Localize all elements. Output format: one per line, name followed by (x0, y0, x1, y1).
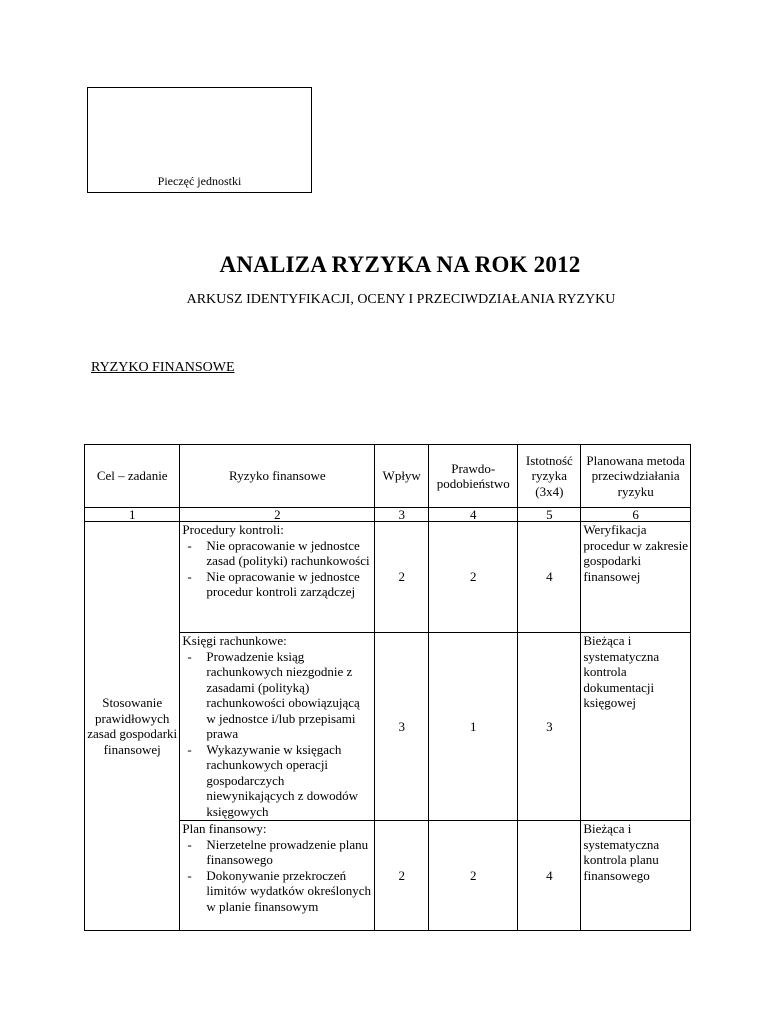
risk-item: - Dokonywanie przekroczeń limitów wydatków określonych w planie finansowym (182, 868, 372, 915)
stamp-box (87, 87, 312, 193)
risk-cell (180, 522, 375, 633)
risk-cell (180, 633, 375, 821)
header-impact: Wpływ (375, 445, 429, 508)
header-risk: Ryzyko finansowe (180, 445, 375, 508)
significance-cell: 3 (518, 633, 581, 821)
significance-cell: 4 (518, 522, 581, 633)
probability-cell: 2 (429, 522, 518, 633)
table-row (85, 522, 691, 633)
method-cell: Bieżąca i systematyczna kontrola planu finansowego (581, 821, 691, 931)
table-header-row (85, 445, 691, 508)
method-cell: Bieżąca i systematyczna kontrola dokumentacji księgowej (581, 633, 691, 821)
significance-cell: 4 (518, 821, 581, 931)
impact-cell: 2 (375, 821, 429, 931)
risk-heading: Procedury kontroli: (182, 522, 284, 537)
risk-heading: Księgi rachunkowe: (182, 633, 287, 648)
document-subtitle: ARKUSZ IDENTYFIKACJI, OCENY I PRZECIWDZIAŁANIA RYZYKU (186, 292, 616, 307)
impact-cell: 2 (375, 522, 429, 633)
column-number: 4 (429, 508, 518, 522)
stamp-label: Pieczęć jednostki (157, 174, 242, 188)
risk-item: - Wykazywanie w księgach rachunkowych operacji gospodarczych niewynikających z dowodów księgowych (182, 742, 372, 820)
risk-item: - Nierzetelne prowadzenie planu finansowego (182, 837, 372, 868)
column-number: 1 (85, 508, 180, 522)
column-number: 6 (581, 508, 691, 522)
column-number: 3 (375, 508, 429, 522)
risk-item: - Nie opracowanie w jednostce procedur kontroli zarządczej (182, 569, 372, 600)
header-probability: Prawdo-podobieństwo (429, 445, 518, 508)
risk-item: - Prowadzenie ksiąg rachunkowych niezgodnie z zasadami (polityką) rachunkowości obowiązującą w jednostce i/lub przepisami prawa (182, 649, 372, 742)
header-goal: Cel – zadanie (85, 445, 180, 508)
header-method: Planowana metoda przeciwdziałania ryzyku (581, 445, 691, 508)
column-number: 5 (518, 508, 581, 522)
impact-cell: 3 (375, 633, 429, 821)
document-title: ANALIZA RYZYKA NA ROK 2012 (219, 252, 581, 277)
method-cell: Weryfikacja procedur w zakresie gospodarki finansowej (581, 522, 691, 633)
column-number: 2 (180, 508, 375, 522)
section-heading: RYZYKO FINANSOWE (91, 360, 235, 375)
risk-list (182, 837, 372, 915)
risk-table (84, 444, 691, 931)
risk-cell (180, 821, 375, 931)
probability-cell: 2 (429, 821, 518, 931)
header-significance: Istotność ryzyka (3x4) (518, 445, 581, 508)
column-number-row (85, 508, 691, 522)
risk-item: - Nie opracowanie w jednostce zasad (polityki) rachunkowości (182, 538, 372, 569)
probability-cell: 1 (429, 633, 518, 821)
goal-cell: Stosowanie prawidłowych zasad gospodarki finansowej (85, 522, 180, 931)
risk-list (182, 649, 372, 820)
risk-heading: Plan finansowy: (182, 821, 267, 836)
risk-list (182, 538, 372, 600)
